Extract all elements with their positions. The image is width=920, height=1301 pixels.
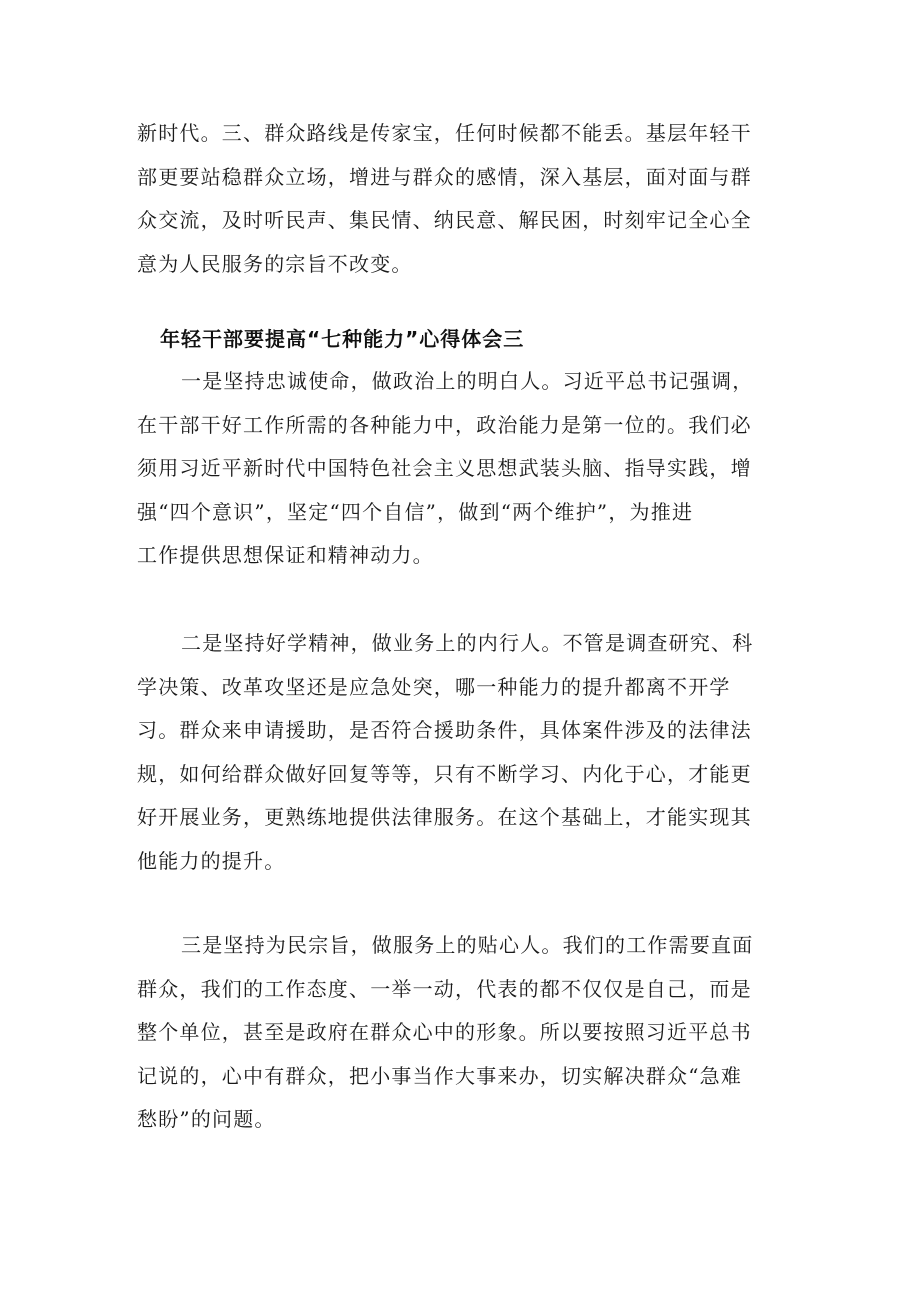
- paragraph-line: 须用习近平新时代中国特色社会主义思想武装头脑、指导实践，增: [137, 456, 752, 480]
- paragraph-line: 众交流，及时听民声、集民情、纳民意、解民困，时刻牢记全心全: [137, 208, 752, 232]
- paragraph-line: 他能力的提升。: [137, 848, 286, 873]
- paragraph-line: 一是坚持忠诚使命，做政治上的明白人。习近平总书记强调，: [181, 369, 754, 393]
- paragraph-line: 记说的，心中有群众，把小事当作大事来办，切实解决群众“急难: [137, 1063, 743, 1088]
- paragraph-line: 在干部干好工作所需的各种能力中，政治能力是第一位的。我们必: [137, 412, 752, 437]
- paragraph-line: 群众，我们的工作态度、一举一动，代表的都不仅仅是自己，而是: [137, 976, 752, 1001]
- paragraph-line: 意为人民服务的宗旨不改变。: [137, 251, 413, 276]
- paragraph-line: 工作提供思想保证和精神动力。: [137, 543, 434, 567]
- paragraph-line: 三是坚持为民宗旨，做服务上的贴心人。我们的工作需要直面: [181, 933, 754, 957]
- paragraph-point-two: [137, 622, 777, 883]
- paragraph-line: 部更要站稳群众立场，增进与群众的感情，深入基层，面对面与群: [137, 164, 752, 189]
- paragraph-line: 新时代。三、群众路线是传家宝，任何时候都不能丢。基层年轻干: [137, 121, 752, 145]
- paragraph-intro-continuation: [137, 112, 777, 286]
- paragraph-line: 习。群众来申请援助，是否符合援助条件，具体案件涉及的法律法: [137, 718, 752, 742]
- paragraph-line: 愁盼”的问题。: [137, 1107, 276, 1131]
- paragraph-point-one: [137, 360, 777, 578]
- paragraph-line: 学决策、改革攻坚还是应急处突，哪一种能力的提升都离不开学: [137, 674, 731, 699]
- paragraph-line: 规，如何给群众做好回复等等，只有不断学习、内化于心，才能更: [137, 761, 752, 786]
- paragraph-line: 整个单位，甚至是政府在群众心中的形象。所以要按照习近平总书: [137, 1020, 752, 1044]
- paragraph-line: 二是坚持好学精神，做业务上的内行人。不管是调查研究、科: [181, 631, 754, 655]
- paragraph-point-three: [137, 924, 777, 1142]
- paragraph-line: 好开展业务，更熟练地提供法律服务。在这个基础上，才能实现其: [137, 805, 752, 829]
- paragraph-line: 强“四个意识”，坚定“四个自信”，做到“两个维护”，为推进: [137, 499, 694, 524]
- section-heading: 年轻干部要提高“七种能力”心得体会三: [160, 327, 525, 351]
